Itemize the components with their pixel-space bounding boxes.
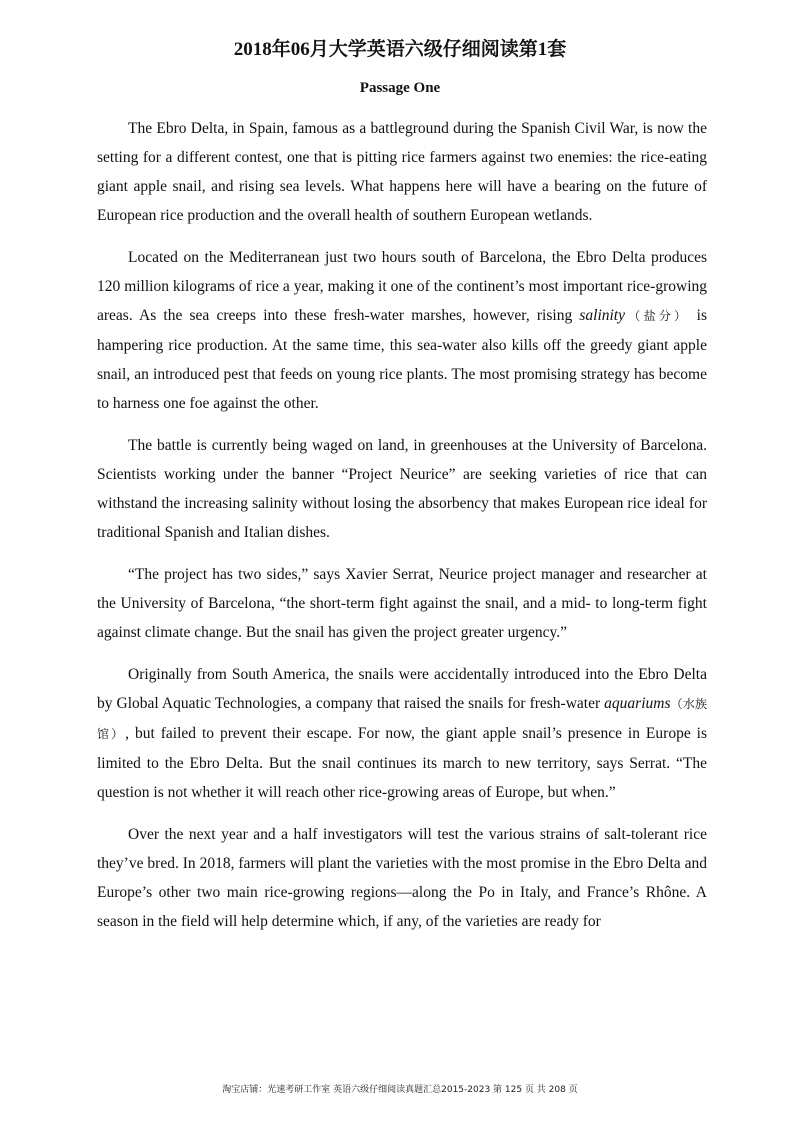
page-title: 2018年06月大学英语六级仔细阅读第1套 — [233, 39, 567, 60]
passage-body — [97, 114, 707, 949]
chinese-gloss: （水族馆） — [97, 697, 707, 741]
glossed-term: aquariums — [604, 695, 671, 712]
paragraph-4: “The project has two sides,” says Xavier Serrat, Neurice project manager and researcher at the University of Barcelona, “the short-term fight against the snail, and a mid- to long-term fight against climate change. But the snail has given the project greater urgency.” — [97, 566, 707, 641]
paragraph-text: Located on the Mediterranean just two hours south of Barcelona, the Ebro Delta produces 120 million kilograms of rice a year, making it one of the continent’s most important rice-growing areas. As the sea creeps into these fresh-water marshes, however, rising — [97, 249, 707, 324]
glossed-term: salinity — [579, 307, 625, 324]
paragraph-3: The battle is currently being waged on land, in greenhouses at the University of Barcelona. Scientists working under the banner “Project Neurice” are seeking varieties of rice that can withstand the increasing salinity without losing the absorbency that makes European rice ideal for traditional Spanish and Italian dishes. — [97, 437, 707, 541]
paragraph-1: The Ebro Delta, in Spain, famous as a battleground during the Spanish Civil War, is now the setting for a different contest, one that is pitting rice farmers against two enemies: the rice-eating giant apple snail, and rising sea levels. What happens here will have a bearing on the future of European rice production and the overall health of southern European wetlands. — [97, 120, 707, 224]
paragraph-text: , but failed to prevent their escape. For now, the giant apple snail’s presence in Europe is limited to the Ebro Delta. But the snail continues its march to new territory, says Serrat. “The question is not whether it will reach other rice-growing areas of Europe, but when.” — [97, 725, 707, 801]
page-footer: 淘宝店铺：光速考研工作室 英语六级仔细阅读真题汇总2015-2023 第 125 页 共 208 页 — [222, 1085, 578, 1095]
paragraph-5 — [97, 660, 707, 807]
chinese-gloss: （盐分） — [625, 309, 690, 323]
passage-title: Passage One — [359, 80, 441, 96]
paragraph-text: is hampering rice production. At the same time, this sea-water also kills off the greedy giant apple snail, an introduced pest that feeds on young rice plants. The most promising strategy has become to harness one foe against the other. — [97, 307, 707, 412]
paragraph-6: Over the next year and a half investigators will test the various strains of salt-tolerant rice they’ve bred. In 2018, farmers will plant the varieties with the most promise in the Ebro Delta and Europe’s other two main rice-growing regions—along the Po in Italy, and France’s Rhône. A season in the field will help determine which, if any, of the varieties are ready for — [97, 826, 707, 930]
paragraph-2 — [97, 243, 707, 418]
paragraph-text: Originally from South America, the snails were accidentally introduced into the Ebro Delta by Global Aquatic Technologies, a company that raised the snails for fresh-water — [97, 666, 707, 712]
